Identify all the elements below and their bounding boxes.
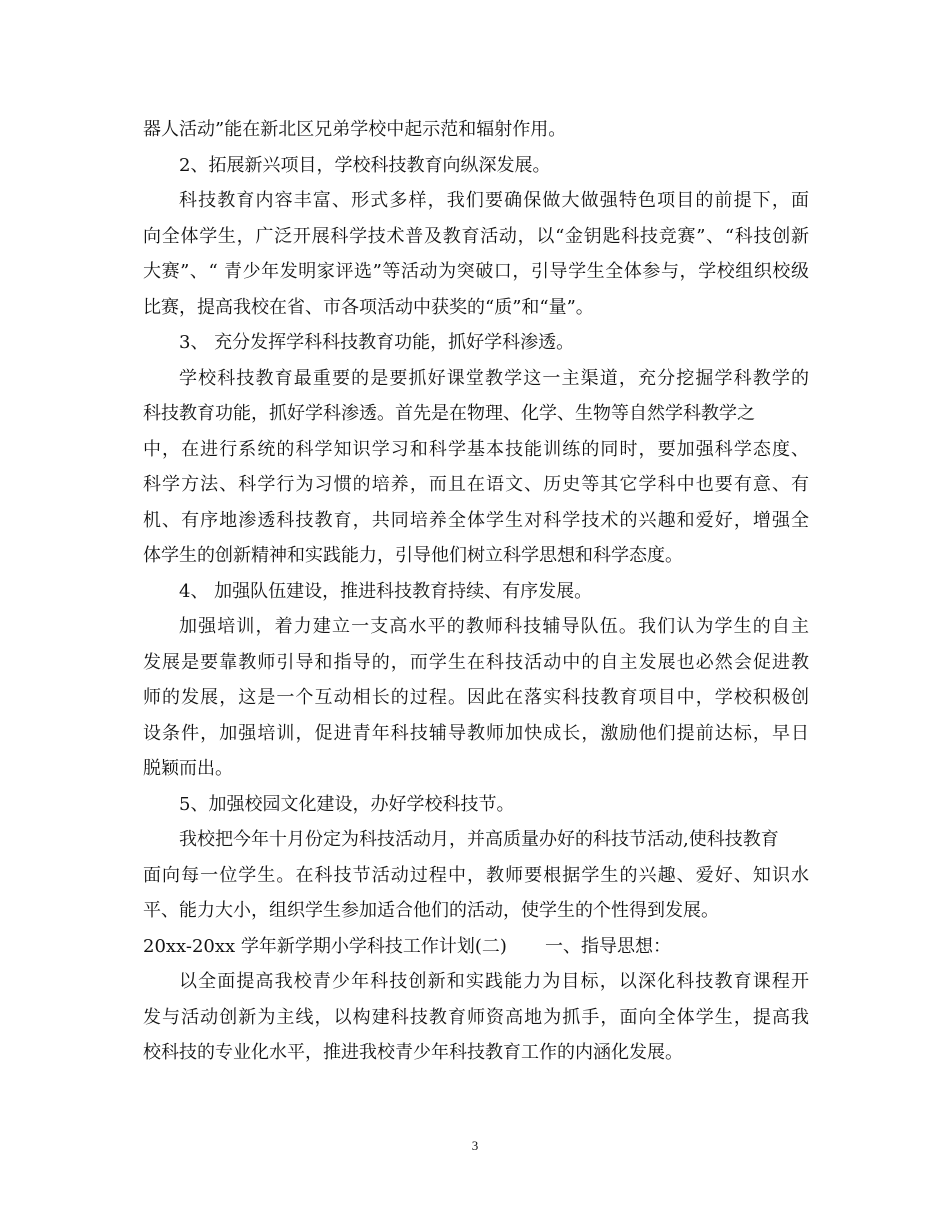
text-line: 师的发展，这是一个互动相长的过程。因此在落实科技教育项目中，学校积极创: [143, 687, 809, 708]
section-heading: 4、 加强队伍建设，推进科技教育持续、有序发展。: [179, 580, 593, 602]
page-number: 3: [471, 1138, 479, 1153]
text-line: 比赛，提高我校在省、市各项活动中获奖的“质”和“量”。: [143, 296, 594, 318]
section-heading: 5、加强校园文化建设，办好学校科技节。: [179, 793, 515, 815]
text-line: 学校科技教育最重要的是要抓好课堂教学这一主渠道，充分挖掘学科教学的: [179, 367, 809, 389]
document-title-line: [143, 929, 809, 965]
text-line: 平、能力大小，组织学生参加适合他们的活动，使学生的个性得到发展。: [143, 900, 719, 921]
text-line: 科学方法、科学行为习惯的培养，而且在语文、历史等其它学科中也要有意、有: [143, 474, 809, 495]
text-line: 机、有序地渗透科技教育，共同培养全体学生对科学技术的兴趣和爱好，增强全: [143, 509, 809, 531]
text-line: 向全体学生，广泛开展科学技术普及教育活动，以“金钥匙科技竞赛”、“科技创新: [143, 225, 809, 247]
text-line: 面向每一位学生。在科技节活动过程中，教师要根据学生的兴趣、爱好、知识水: [143, 864, 809, 886]
text-line: 科技教育功能，抓好学科渗透。首先是在物理、化学、生物等自然学科教学之: [143, 403, 755, 424]
text-line: 发展是要靠教师引导和指导的，而学生在科技活动中的自主发展也必然会促进教: [143, 651, 809, 673]
text-line: 脱颖而出。: [143, 758, 233, 779]
text-line: 体学生的创新精神和实践能力，引导他们树立科学思想和科学态度。: [143, 545, 683, 566]
text-line: 以全面提高我校青少年科技创新和实践能力为目标，以深化科技教育课程开: [179, 971, 809, 992]
text-line: 加强培训，着力建立一支高水平的教师科技辅导队伍。我们认为学生的自主: [179, 616, 809, 637]
document-title: 20xx-20xx 学年新学期小学科技工作计划(二): [143, 935, 507, 957]
text-line: 校科技的专业化水平，推进我校青少年科技教育工作的内涵化发展。: [143, 1042, 683, 1063]
text-line: 科技教育内容丰富、形式多样，我们要确保做大做强特色项目的前提下，面: [179, 190, 809, 211]
text-line: 设条件，加强培训，促进青年科技辅导教师加快成长，激励他们提前达标，早日: [143, 722, 809, 744]
section-heading: 2、拓展新兴项目，学校科技教育向纵深发展。: [179, 154, 551, 176]
section-heading: 3、 充分发挥学科科技教育功能，抓好学科渗透。: [179, 332, 575, 353]
text-line: 大赛”、“ 青少年发明家评选”等活动为突破口，引导学生全体参与，学校组织校级: [143, 261, 809, 282]
document-body: [143, 112, 809, 1071]
text-line: 中，在进行系统的科学知识学习和科学基本技能训练的同时，要加强科学态度、: [143, 438, 809, 460]
text-line: 发与活动创新为主线，以构建科技教育师资高地为抓手，面向全体学生，提高我: [143, 1006, 809, 1028]
text-line: 器人活动”能在新北区兄弟学校中起示范和辐射作用。: [143, 119, 567, 140]
section-heading: 一、指导思想：: [544, 935, 671, 957]
text-line: 我校把今年十月份定为科技活动月，并高质量办好的科技节活动,使科技教育: [179, 829, 779, 850]
